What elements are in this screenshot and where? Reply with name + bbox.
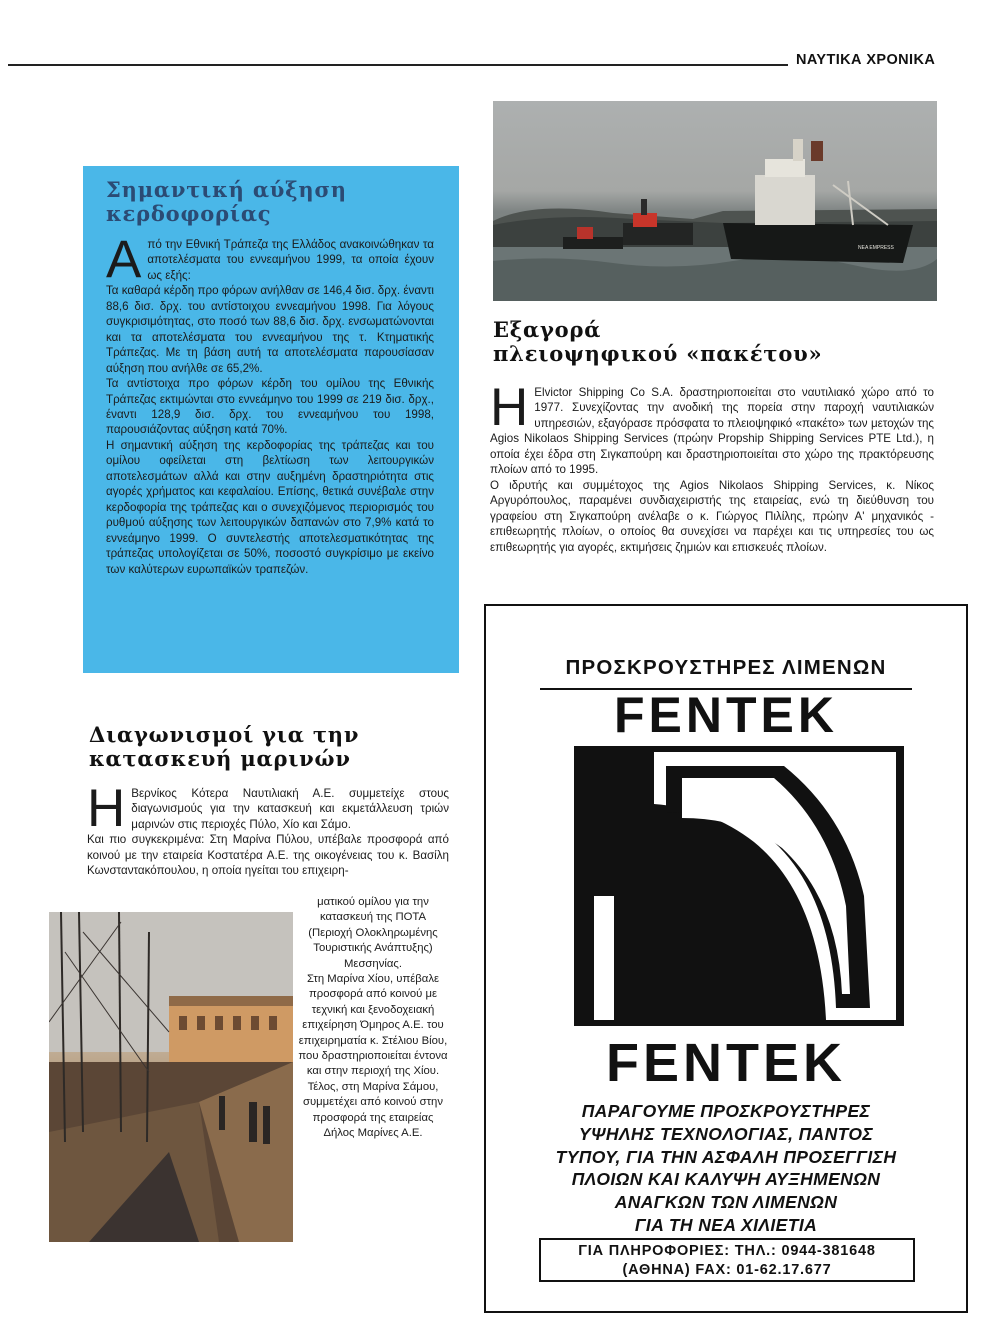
marinas-headline-line1: Διαγωνισμοί για την [89, 722, 360, 747]
marinas-headline-line2: κατασκευή μαρινών [89, 746, 351, 771]
profits-headline-line2: κερδοφορίας [106, 201, 272, 226]
ad-contact-phone: ΓΙΑ ΠΛΗΡΟΦΟΡΙΕΣ: ΤΗΛ.: 0944-381648 [578, 1243, 876, 1259]
acquisition-paragraph-1-text: Elvictor Shipping Co S.A. δραστηριοποιείται στο ναυτιλιακό χώρο από το 1977. Συνεχίζοντας την ανοδική της πορεία στην παροχή ναυτιλιακών υπηρεσιών, εξαγόρασε πρόσφατα το πλειοψηφικό «πακέτο» των μετοχών της Agios Nikolaos Shipping Services (πρώην Propship Shipping Services PTE Ltd.), η οποία έχει έδρα στη Σιγκαπούρη και δραστηριοποιείται στο χώρο της πρακτόρευσης πλοίων από το 1995. [490, 386, 934, 477]
marinas-column-paragraph-2: Στη Μαρίνα Χίου, υπέβαλε προσφορά από κοινού με τεχνική και ξενοδοχειακή επιχείρηση Όμηρος Α.Ε. του επιχειρηματία κ. Στέλιου Βίου, που δραστηριοποιείται έντονα και στην περιοχή της Χίου. [298, 973, 448, 1078]
profits-headline [106, 178, 446, 226]
header-rule [8, 64, 788, 66]
ship-photo-illustration [493, 101, 937, 301]
fentek-logo [574, 746, 904, 1026]
ship-photo [493, 101, 937, 301]
marinas-column-body [298, 895, 448, 1142]
ad-brand-bottom: FENTEK [606, 1033, 846, 1093]
ad-description-line-4: ΠΛΟΙΩΝ ΚΑΙ ΚΑΛΥΨΗ ΑΥΞΗΜΕΝΩΝ [571, 1169, 881, 1190]
marinas-headline [89, 723, 429, 771]
acquisition-headline [493, 318, 893, 366]
profits-paragraph-4: Η σημαντική αύξηση της κερδοφορίας της τράπεζας και του ομίλου οφείλεται στη βελτίωση των λειτουργικών αποτελεσμάτων αλλά και στην αυξημένη δραστηριότητα στις αγορές χρήματος και κεφαλαίου. Επίσης, θετικά συνέβαλε στην κερδοφορία της τράπεζας και ο συνεχιζόμενος περιορισμός του ρυθμού αύξησης των λειτουργικών δαπανών στο 7,9% κατά το εννεάμηνο 1999. Ο συντελεστής αποτελεσματικότητας της τράπεζας υπολογίζεται σε 50%, ποσοστό συγκρίσιμο με εκείνο των καλύτερων ευρωπαϊκών τραπεζών. [106, 438, 434, 576]
ad-top-line: ΠΡΟΣΚΡΟΥΣΤΗΡΕΣ ΛΙΜΕΝΩΝ [565, 656, 887, 679]
acquisition-dropcap: Η [490, 378, 529, 437]
profits-article-body [106, 230, 434, 577]
marinas-article-body [87, 779, 449, 879]
profits-paragraph-2: Τα καθαρά κέρδη προ φόρων ανήλθαν σε 146,4 δισ. δρχ. έναντι 88,6 δισ. δρχ. του αντίστοιχου εννεαμήνου 1998. Για λόγους συγκρισιμότητας, στο ποσό των 88,6 δισ. δρχ. ενσωματώνονται και τα αποτελέσματα του εννεαμήνου της τ. Κτηματικής Τράπεζας. Με τη βάση αυτή τα αποτελέσματα παρουσίασαν αύξηση που ανήλθε σε 65,2%. [106, 284, 434, 375]
acquisition-headline-line2: πλειοψηφικού «πακέτου» [493, 341, 823, 366]
marinas-column-paragraph-1: ματικού ομίλου για την κατασκευή της ΠΟΤΑ (Περιοχή Ολοκληρωμένης Τουριστικής Ανάπτυξης) Μεσσηνίας. [308, 896, 438, 970]
acquisition-headline-line1: Εξαγορά [493, 317, 602, 342]
acquisition-paragraph-2: Ο ιδρυτής και συμμέτοχος της Agios Nikolaos Shipping Services, κ. Νίκος Αργυρόπουλος, παραμένει συνδιαχειριστής της εταιρείας, ενώ τη διεύθυνση του γραφείου στη Σιγκαπούρη ανέλαβε ο κ. Γιώργος Πιλίλης, πρώην Α' μηχανικός - επιθεωρητής πλοίων, ο οποίος θα συνεχίσει να παρέχει και τις υπηρεσίες του ως επιθεωρητής για αγορές, εκτιμήσεις ζημιών και επισκευές πλοίων. [490, 478, 934, 554]
marina-photo-illustration [49, 912, 293, 1242]
ad-description-line-2: ΥΨΗΛΗΣ ΤΕΧΝΟΛΟΓΙΑΣ, ΠΑΝΤΟΣ [578, 1123, 874, 1144]
marinas-dropcap: Η [87, 779, 126, 838]
fentek-logo-graphic [574, 746, 904, 1026]
acquisition-article-body [490, 378, 934, 555]
marinas-paragraph-1 [87, 779, 449, 838]
marinas-paragraph-1-text: Βερνίκος Κότερα Ναυτιλιακή Α.Ε. συμμετείχε στους διαγωνισμούς για την κατασκευή και εκμετάλλευση τριών μαρινών στις περιοχές Πύλο, Χίο και Σάμο. [131, 787, 449, 831]
ad-contact-fax: (ΑΘΗΝΑ) FAX: 01-62.17.677 [622, 1262, 832, 1278]
profits-paragraph-1 [106, 230, 434, 289]
ad-contact-box [539, 1238, 915, 1282]
ship-hull-name: NEA EMPRESS [858, 245, 894, 251]
section-title: ΝΑΥΤΙΚΑ ΧΡΟΝΙΚΑ [796, 52, 936, 68]
acquisition-paragraph-1 [490, 378, 934, 478]
profits-paragraph-1-text: πό την Εθνική Τράπεζα της Ελλάδος ανακοινώθηκαν τα αποτελέσματα του εννεαμήνου 1999, τα οποία έχουν ως εξής: [147, 238, 434, 282]
ad-description-line-6: ΓΙΑ ΤΗ ΝΕΑ ΧΙΛΙΕΤΙΑ [634, 1214, 818, 1235]
profits-paragraph-3: Τα αντίστοιχα προ φόρων κέρδη του ομίλου της Εθνικής Τράπεζας εκτιμώνται στο εννεάμηνο του 1999 σε 219 δισ. δρχ., έναντι 128,9 δισ. δρχ. του εννεαμήνου του 1998, παρουσιάζοντας αύξηση κατά 70%. [106, 377, 434, 437]
marinas-paragraph-2: Και πιο συγκεκριμένα: Στη Μαρίνα Πύλου, υπέβαλε προσφορά από κοινού με την εταιρεία Κοστατέρα Α.Ε. της οικογένειας του κ. Βασίλη Κωνσταντακόπουλου, η οποία ηγείται του επιχειρη- [87, 833, 449, 878]
marina-photo [49, 912, 293, 1242]
profits-headline-line1: Σημαντική αύξηση [106, 177, 347, 202]
ad-description-line-1: ΠΑΡΑΓΟΥΜΕ ΠΡΟΣΚΡΟΥΣΤΗΡΕΣ [581, 1101, 871, 1121]
ad-description-line-5: ΑΝΑΓΚΩΝ ΤΩΝ ΛΙΜΕΝΩΝ [614, 1192, 838, 1213]
profits-dropcap: Α [106, 230, 142, 289]
ad-description [484, 1100, 968, 1237]
ad-description-line-3: ΤΥΠΟΥ, ΓΙΑ ΤΗΝ ΑΣΦΑΛΗ ΠΡΟΣΕΓΓΙΣΗ [555, 1146, 897, 1167]
marinas-column-paragraph-3: Τέλος, στη Μαρίνα Σάμου, συμμετέχει από κοινού στην προσφορά της εταιρείας Δήλος Μαρίνες Α.Ε. [303, 1080, 443, 1140]
ad-brand-top: FENTEK [614, 687, 838, 743]
